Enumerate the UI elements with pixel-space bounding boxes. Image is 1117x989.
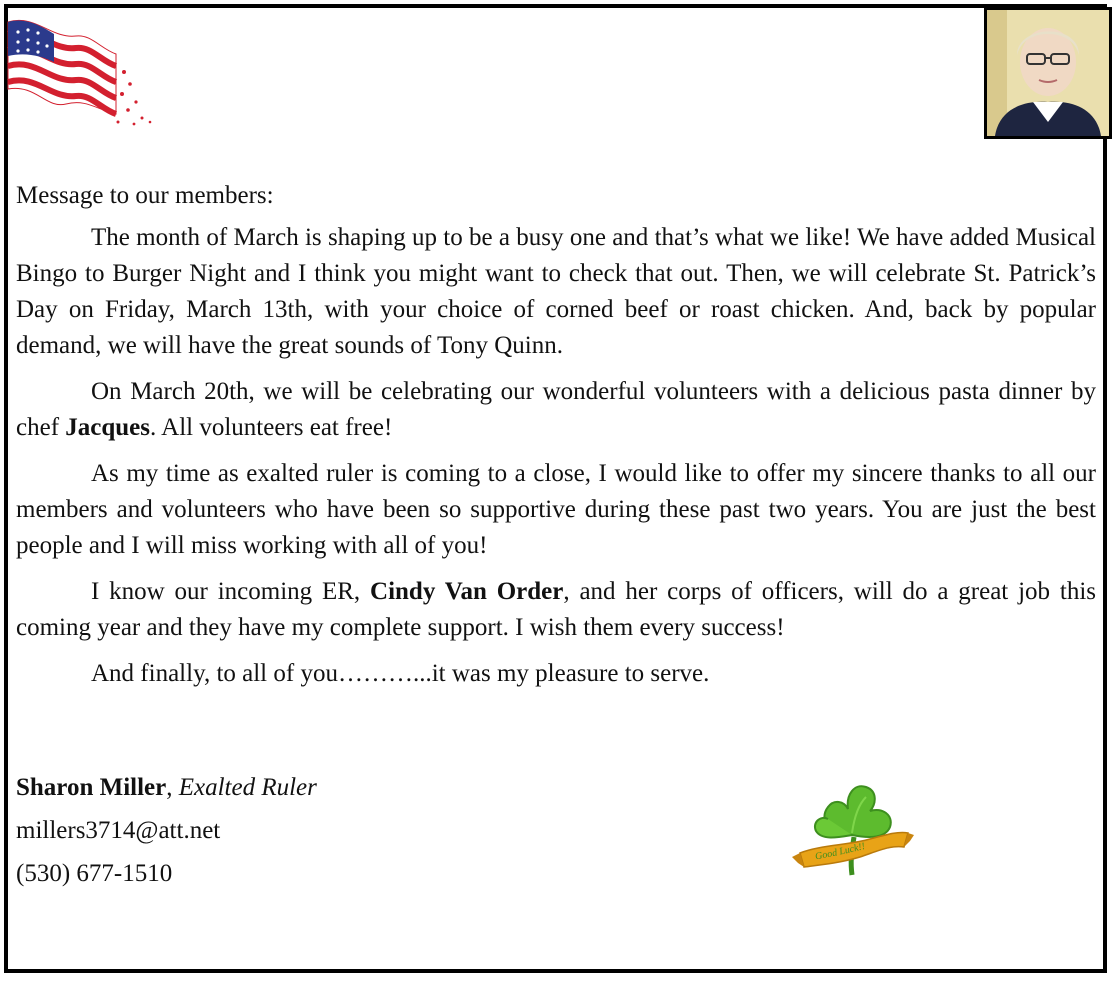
good-luck-text: Good Luck!! bbox=[814, 840, 867, 863]
paragraph-incoming-er-text: I know our incoming ER, bbox=[91, 578, 371, 605]
paragraph-incoming-er-end: , and her corps of officers, will do a great job this coming year and they have my complete support. I wish them every success! bbox=[16, 578, 1096, 641]
paragraph-volunteers bbox=[16, 374, 1096, 446]
american-flag-icon bbox=[6, 14, 156, 129]
letter-body bbox=[16, 178, 1096, 702]
paragraph-closing: And finally, to all of you………...it was my pleasure to serve. bbox=[91, 660, 710, 687]
signer-name: Sharon Miller bbox=[16, 774, 167, 801]
signature-block bbox=[16, 766, 317, 895]
paragraph-march-events: The month of March is shaping up to be a busy one and that’s what we like! We have added Musical Bingo to Burger Night and I think you might want to check that out. Then, we will celebrate St. Patrick’s Day on Friday, March 13th, with your choice of corned beef or roast chicken. And, back by popular demand, we will have the great sounds of Tony Quinn. bbox=[16, 224, 1096, 359]
paragraph-volunteers-end: . All volunteers eat free! bbox=[150, 414, 393, 441]
signer-phone: (530) 677-1510 bbox=[16, 860, 173, 887]
chef-name: Jacques bbox=[65, 414, 151, 441]
greeting: Message to our members: bbox=[16, 182, 274, 209]
incoming-er-name: Cindy Van Order bbox=[370, 578, 564, 605]
paragraph-incoming-er bbox=[16, 574, 1096, 646]
signer-email: millers3714@att.net bbox=[16, 817, 221, 844]
signer-title: Exalted Ruler bbox=[178, 774, 317, 801]
signature-line bbox=[16, 766, 317, 809]
shamrock-good-luck-icon bbox=[790, 775, 915, 885]
portrait-photo bbox=[984, 7, 1112, 139]
signature-separator: , bbox=[166, 774, 179, 801]
paragraph-volunteers-text: On March 20th, we will be celebrating our wonderful volunteers with a delicious pasta dinner by chef bbox=[16, 378, 1096, 441]
paragraph-thanks: As my time as exalted ruler is coming to a close, I would like to offer my sincere thanks to all our members and volunteers who have been so supportive during these past two years. You are just the best people and I will miss working with all of you! bbox=[16, 460, 1096, 559]
